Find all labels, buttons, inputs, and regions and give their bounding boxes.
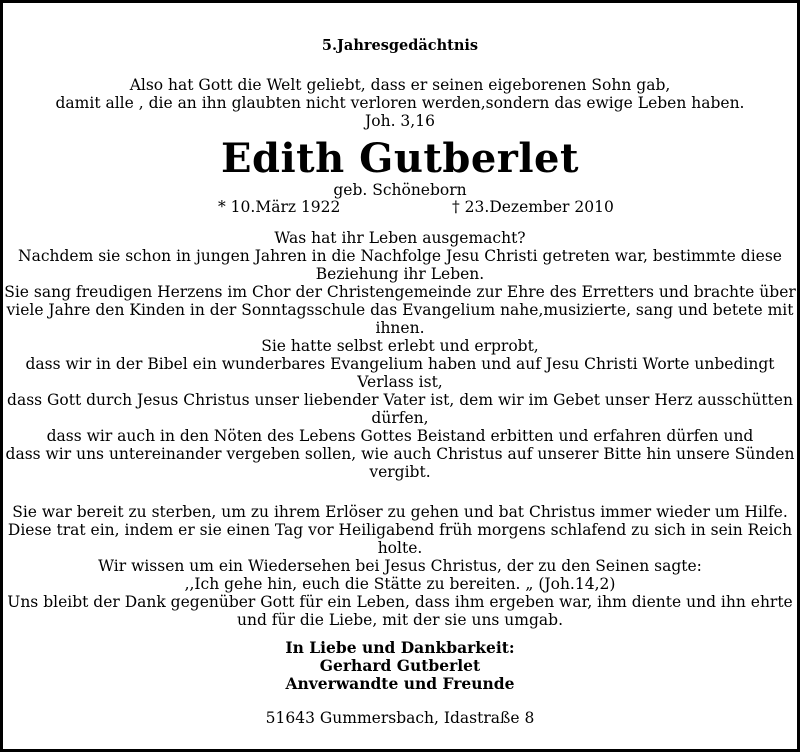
verse-line: Also hat Gott die Welt geliebt, dass er seinen eigeborenen Sohn gab, (129, 76, 671, 94)
text-line: Wir wissen um ein Wiedersehen bei Jesus Christus, der zu den Seinen sagte: (98, 557, 702, 575)
text-line: Was hat ihr Leben ausgemacht? (274, 229, 526, 247)
text-line: dass wir in der Bibel ein wunderbares Evangelium haben und auf Jesu Christi Worte unbedingt (25, 355, 775, 373)
text-line: dass wir auch in den Nöten des Lebens Gottes Beistand erbitten und erfahren dürfen und (46, 427, 754, 445)
text-line: ihnen. (375, 319, 425, 337)
text-line: dass wir uns untereinander vergeben sollen, wie auch Christus auf unserer Bitte hin unsere Sünden (5, 445, 795, 463)
text-line: Nachdem sie schon in jungen Jahren in die Nachfolge Jesu Christi getreten war, bestimmte diese (18, 247, 782, 265)
death-date: † 23.Dezember 2010 (452, 198, 614, 216)
text-line: dürfen, (371, 409, 429, 427)
text-line: viele Jahre den Kinden in der Sonntagsschule das Evangelium nahe,musizierte, sang und betete mit (6, 301, 794, 319)
memorial-heading: 5.Jahresgedächtnis (321, 37, 479, 54)
text-line: Sie sang freudigen Herzens im Chor der Christengemeinde zur Ehre des Erretters und brachte über (4, 283, 796, 301)
text-line: Sie war bereit zu sterben, um zu ihrem Erlöser zu gehen und bat Christus immer wieder um Hilfe. (12, 503, 788, 521)
signature-line: Gerhard Gutberlet (319, 656, 481, 675)
text-line: Beziehung ihr Leben. (315, 265, 485, 283)
text-line: Sie hatte selbst erlebt und erprobt, (261, 337, 539, 355)
verse-reference: Joh. 3,16 (365, 112, 435, 130)
text-line: dass Gott durch Jesus Christus unser liebender Vater ist, dem wir im Gebet unser Herz ausschütten (7, 391, 793, 409)
text-line: Verlass ist, (357, 373, 443, 391)
text-line: holte. (377, 539, 423, 557)
text-line: vergibt. (369, 463, 431, 481)
verse-line: damit alle , die an ihn glaubten nicht verloren werden,sondern das ewige Leben haben. (55, 94, 745, 112)
maiden-name: geb. Schöneborn (333, 181, 467, 199)
text-line: und für die Liebe, mit der sie uns umgab. (236, 611, 563, 629)
signature-line: In Liebe und Dankbarkeit: (285, 638, 515, 657)
bible-quote: ,,Ich gehe hin, euch die Stätte zu bereiten. „ (Joh.14,2) (184, 575, 616, 593)
text-line: Diese trat ein, indem er sie einen Tag vor Heiligabend früh morgens schlafend zu sich in sein Reich (7, 521, 793, 539)
signature-line: Anverwandte und Freunde (285, 674, 515, 693)
birth-date: * 10.März 1922 (218, 198, 341, 216)
address: 51643 Gummersbach, Idastraße 8 (265, 709, 535, 727)
text-line: Uns bleibt der Dank gegenüber Gott für ein Leben, dass ihm ergeben war, ihm diente und ihn ehrte (7, 593, 793, 611)
deceased-name: Edith Gutberlet (221, 135, 579, 182)
